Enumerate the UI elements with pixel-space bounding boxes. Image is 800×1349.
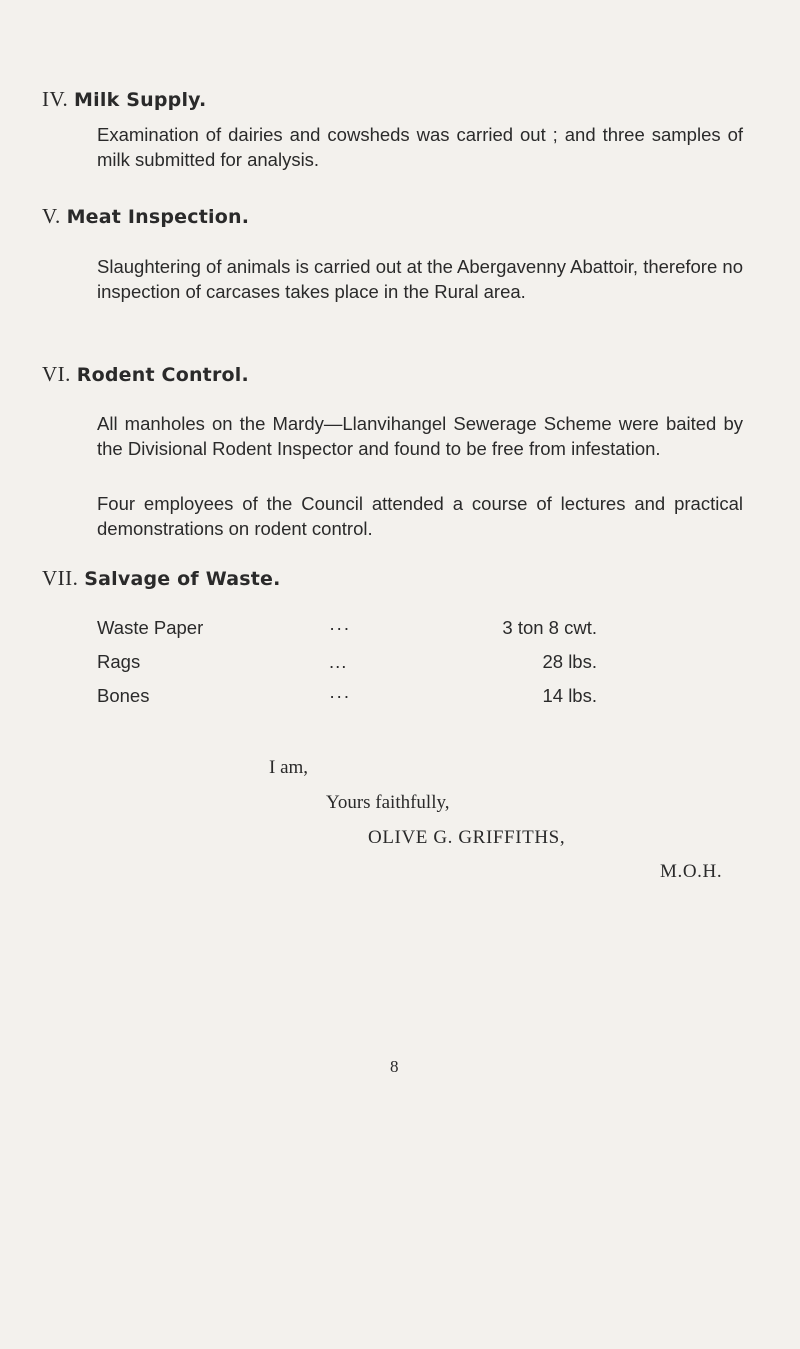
section-title: Milk Supply. <box>74 89 207 111</box>
closing-yours-faithfully: Yours faithfully, <box>326 792 450 813</box>
section-heading-meat-inspection <box>42 203 249 230</box>
section-heading-salvage-of-waste <box>42 565 281 592</box>
section-numeral: VI. <box>42 362 71 386</box>
signature-name: OLIVE G. GRIFFITHS, <box>368 827 566 848</box>
section-numeral: IV. <box>42 87 69 111</box>
salvage-quantity: 3 ton 8 cwt. <box>502 617 597 638</box>
closing-i-am: I am, <box>269 757 309 778</box>
paragraph-meat-inspection: Slaughtering of animals is carried out at the Abergavenny Abattoir, therefore no inspection of carcases takes place in the Rural area. <box>97 256 743 302</box>
salvage-row-waste-paper <box>97 615 597 641</box>
section-title: Rodent Control. <box>76 364 249 386</box>
salvage-quantity: 14 lbs. <box>542 685 597 706</box>
salvage-item: Bones <box>97 685 150 706</box>
salvage-quantity: 28 lbs. <box>542 651 597 672</box>
leader-dots: ··· <box>329 617 351 638</box>
page-number: 8 <box>390 1057 399 1076</box>
leader-dots: ... <box>329 651 348 672</box>
section-title: Meat Inspection. <box>66 206 250 228</box>
signature-title: M.O.H. <box>660 861 723 882</box>
salvage-item: Rags <box>97 651 141 672</box>
section-numeral: V. <box>42 204 61 228</box>
section-title: Salvage of Waste. <box>84 568 281 590</box>
section-numeral: VII. <box>42 566 79 590</box>
section-heading-rodent-control <box>42 361 249 388</box>
salvage-row-rags <box>97 649 597 675</box>
paragraph-rodent-control-manholes: All manholes on the Mardy—Llanvihangel Sewerage Scheme were baited by the Divisional Rodent Inspector and found to be free from infestation. <box>97 413 743 459</box>
leader-dots: ··· <box>329 685 351 706</box>
salvage-row-bones <box>97 683 597 709</box>
salvage-item: Waste Paper <box>97 617 204 638</box>
paragraph-rodent-control-employees: Four employees of the Council attended a course of lectures and practical demonstrations on rodent control. <box>97 493 743 539</box>
paragraph-milk-supply: Examination of dairies and cowsheds was carried out ; and three samples of milk submitted for analysis. <box>97 124 743 170</box>
section-heading-milk-supply <box>42 86 206 113</box>
